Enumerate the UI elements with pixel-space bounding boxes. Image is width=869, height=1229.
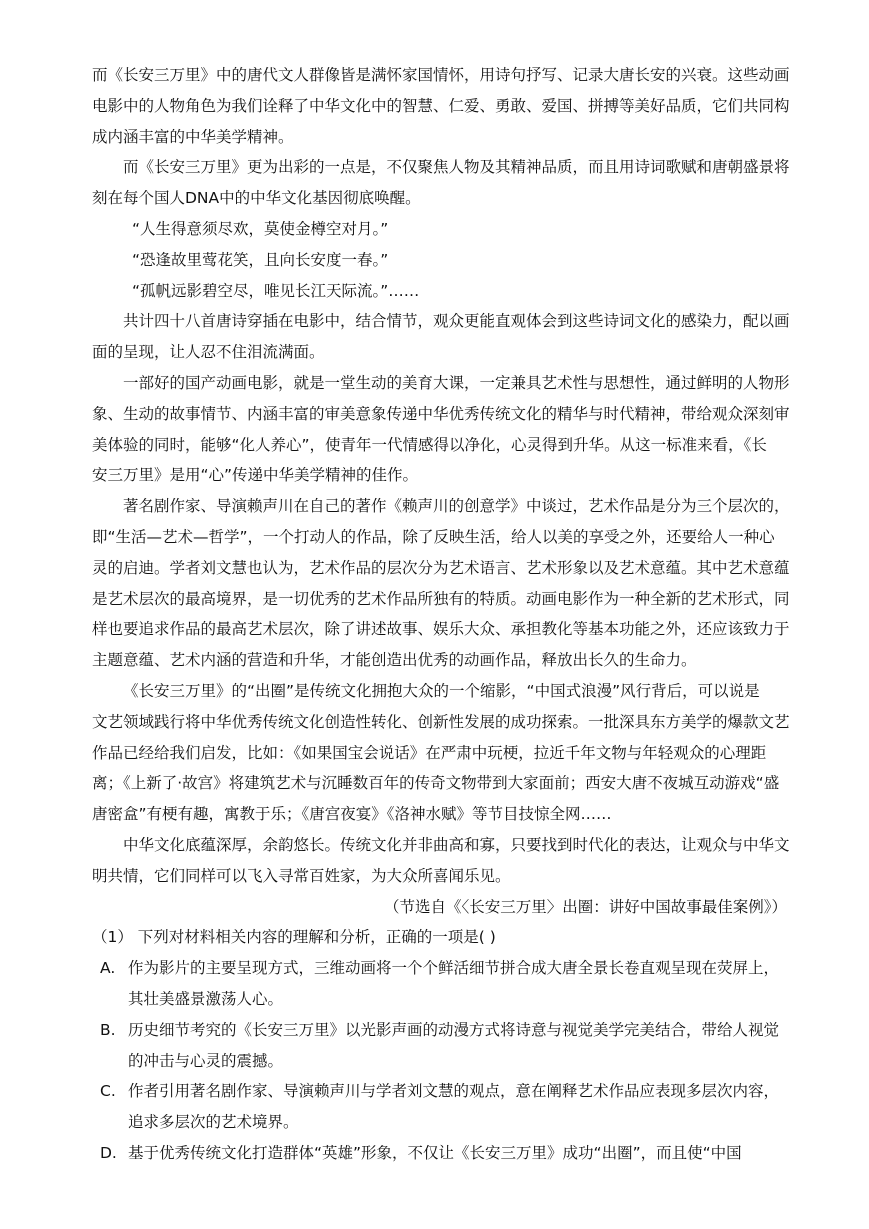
option-text: 历史细节考究的《长安三万里》以光影声画的动漫方式将诗意与视觉美学完美结合，带给人视觉 bbox=[128, 1020, 780, 1039]
question-block bbox=[92, 922, 792, 1168]
poem-line-1: “人生得意须尽欢，莫使金樽空对月。” bbox=[132, 219, 389, 238]
text-line: 灵的启迪。学者刘文慧也认为，艺术作品的层次分为艺术语言、艺术形象以及艺术意蕴。其中艺术意蕴 bbox=[92, 558, 790, 577]
source-citation: （节选自《〈长安三万里〉出圈：讲好中国故事最佳案例》） bbox=[383, 897, 787, 916]
option-text: 其壮美盛景激荡人心。 bbox=[128, 989, 284, 1008]
text-line: 而《长安三万里》中的唐代文人群像皆是满怀家国情怀，用诗句抒写、记录大唐长安的兴衰。这些动画 bbox=[92, 66, 790, 84]
paragraph-2 bbox=[92, 152, 792, 214]
text-line: 中华文化底蕴深厚，余韵悠长。传统文化并非曲高和寡，只要找到时代化的表达，让观众与中华文 bbox=[123, 835, 790, 854]
text-line: 明共情，它们同样可以飞入寻常百姓家，为大众所喜闻乐见。 bbox=[92, 866, 511, 885]
text-line: 安三万里》是用“心”传递中华美学精神的佳作。 bbox=[92, 466, 419, 485]
text-line: 即“生活—艺术—哲学”，一个打动人的作品，除了反映生活，给人以美的享受之外，还要给人一种心 bbox=[92, 527, 775, 546]
text-line: 作品已经给我们启发，比如：《如果国宝会说话》在严肃中玩梗，拉近千年文物与年轻观众的心理距 bbox=[92, 743, 767, 762]
text-line: 离；《上新了·故宫》将建筑艺术与沉睡数百年的传奇文物带到大家面前；西安大唐不夜城互动游戏“盛 bbox=[92, 774, 780, 793]
option-a bbox=[92, 953, 792, 1015]
option-text: 基于优秀传统文化打造群体“英雄”形象，不仅让《长安三万里》成功“出圈”，而且使“中国 bbox=[128, 1143, 742, 1162]
text-line: 而《长安三万里》更为出彩的一点是，不仅聚焦人物及其精神品质，而且用诗词歌赋和唐朝盛景将 bbox=[123, 158, 790, 177]
paragraph-7 bbox=[92, 368, 792, 491]
text-line: 美体验的同时，能够“化人养心”，使青年一代情感得以净化，心灵得到升华。从这一标准来看，《长 bbox=[92, 435, 767, 454]
text-line: 文艺领域践行将中华优秀传统文化创造性转化、创新性发展的成功探索。一批深具东方美学的爆款文艺 bbox=[92, 712, 790, 731]
poem-line-2: “恐逢故里莺花笑，且向长安度一春。” bbox=[132, 250, 389, 269]
text-line: 共计四十八首唐诗穿插在电影中，结合情节，观众更能直观体会到这些诗词文化的感染力，配以画 bbox=[123, 312, 790, 331]
text-line: 《长安三万里》的“出圈”是传统文化拥抱大众的一个缩影，“中国式浪漫”风行背后，可以说是 bbox=[123, 681, 760, 700]
text-line: 面的呈现，让人忍不住泪流满面。 bbox=[92, 343, 325, 362]
option-label: D. bbox=[100, 1143, 117, 1162]
text-line: 电影中的人物角色为我们诠释了中华文化中的智慧、仁爱、勇敢、爱国、拼搏等美好品质，它们共同构 bbox=[92, 96, 790, 115]
option-d bbox=[92, 1138, 792, 1169]
option-b bbox=[92, 1015, 792, 1077]
text-line: 唐密盒”有梗有趣，寓教于乐；《唐宫夜宴》《洛神水赋》等节目技惊全网…… bbox=[92, 805, 612, 824]
text-line: 著名剧作家、导演赖声川在自己的著作《赖声川的创意学》中谈过，艺术作品是分为三个层次的， bbox=[123, 497, 790, 516]
option-label: A. bbox=[100, 959, 116, 978]
article-body bbox=[92, 60, 792, 1169]
text-line: 是艺术层次的最高境界，是一切优秀的艺术作品所独有的特质。动画电影作为一种全新的艺术形式，同 bbox=[92, 589, 790, 608]
option-c bbox=[92, 1076, 792, 1138]
text-line: 象、生动的故事情节、内涵丰富的审美意象传递中华优秀传统文化的精华与时代精神，带给观众深刻审 bbox=[92, 404, 790, 423]
text-line: 主题意蕴、艺术内涵的营造和升华，才能创造出优秀的动画作品，释放出长久的生命力。 bbox=[92, 651, 697, 670]
paragraph-1 bbox=[92, 60, 792, 152]
paragraph-6 bbox=[92, 306, 792, 368]
poem-line-3: “孤帆远影碧空尽，唯见长江天际流。”…… bbox=[132, 281, 420, 300]
option-text: 追求多层次的艺术境界。 bbox=[128, 1113, 299, 1132]
option-label: C. bbox=[100, 1082, 116, 1101]
option-text: 作者引用著名剧作家、导演赖声川与学者刘文慧的观点，意在阐释艺术作品应表现多层次内容， bbox=[128, 1082, 780, 1101]
paragraph-10 bbox=[92, 830, 792, 892]
text-line: 成内涵丰富的中华美学精神。 bbox=[92, 127, 294, 146]
paragraph-8 bbox=[92, 491, 792, 676]
option-text: 的冲击与心灵的震撼。 bbox=[128, 1051, 284, 1070]
text-line: 样也要追求作品的最高艺术层次，除了讲述故事、娱乐大众、承担教化等基本功能之外，还应该致力于 bbox=[92, 620, 790, 639]
option-text: 作为影片的主要呈现方式，三维动画将一个个鲜活细节拼合成大唐全景长卷直观呈现在荧屏上， bbox=[128, 959, 780, 978]
question-stem: （1） 下列对材料相关内容的理解和分析，正确的一项是( ) bbox=[92, 928, 496, 947]
paragraph-9 bbox=[92, 676, 792, 830]
option-label: B. bbox=[100, 1020, 116, 1039]
text-line: 刻在每个国人DNA中的中华文化基因彻底唤醒。 bbox=[92, 189, 421, 208]
text-line: 一部好的国产动画电影，就是一堂生动的美育大课，一定兼具艺术性与思想性，通过鲜明的人物形 bbox=[123, 373, 790, 392]
